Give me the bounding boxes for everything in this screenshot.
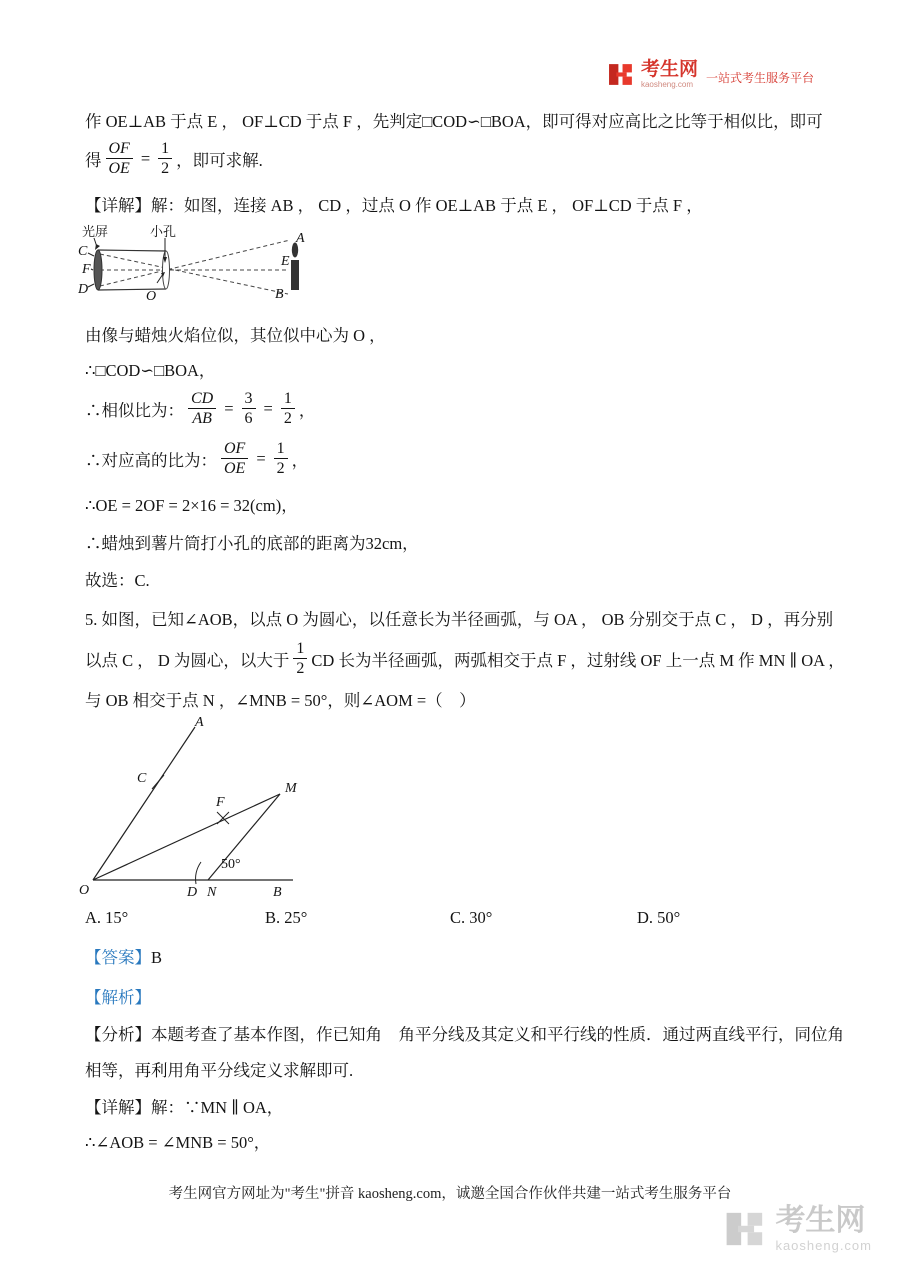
solution4-line9: ∴蜡烛到薯片筒打小孔的底部的距离为32cm， xyxy=(85,534,419,553)
solution4-line5: ∴□COD∽□BOA， xyxy=(85,361,216,380)
question5-line1: 5. 如图，已知∠AOB，以点 O 为圆心，以任意长为半径画弧，与 OA ， OB 分别交于点 C ， D ，再分别 xyxy=(85,610,834,629)
text-run: ， xyxy=(291,450,309,470)
solution4-line4: 由像与蜡烛火焰位似，其位似中心为 O ， xyxy=(85,326,386,345)
solution4-line10: 故选：C. xyxy=(85,571,150,590)
detail-line2: ∴∠AOB = ∠MNB = 50°， xyxy=(85,1133,271,1152)
analysis-line2: 相等，再利用角平分线定义求解即可. xyxy=(85,1061,354,1080)
angle-construction-diagram xyxy=(73,712,403,907)
equals-sign: = xyxy=(263,398,273,418)
analysis-label: 【解析】 xyxy=(85,988,151,1007)
footer-text: 考生网官方网址为"考生"拼音 kaosheng.com，诚邀全国合作伙伴共建一站式考生服务平台 xyxy=(168,1186,732,1202)
pinhole-camera-diagram xyxy=(78,224,328,318)
light-screen xyxy=(94,250,102,290)
fraction-cd-ab: $\frac{CD}{AB}$ xyxy=(188,390,216,428)
point-M-label: M xyxy=(285,781,297,796)
option-C: C. 30° xyxy=(450,908,493,927)
text-run: 得 xyxy=(85,150,102,170)
point-E-label: E xyxy=(281,254,290,269)
equals-sign: = xyxy=(140,148,151,168)
point-A-label: A xyxy=(296,231,305,246)
point-C-label: C xyxy=(78,244,88,259)
solution4-line1: 作 OE⊥AB 于点 E ， OF⊥CD 于点 F ，先判定□COD∽□BOA，即可得对应高比之比等于相似比，即可 xyxy=(85,112,823,131)
point-A-label: A xyxy=(195,715,204,730)
label-light-screen: 光屏 xyxy=(82,224,109,239)
point-N-label: N xyxy=(207,885,217,900)
equals-sign: = xyxy=(256,448,266,468)
option-B: B. 25° xyxy=(265,908,308,927)
analysis-line1: 【分析】本题考查了基本作图，作已知角 角平分线及其定义和平行线的性质．通过两直线平行，同位角 xyxy=(85,1025,844,1044)
fraction-1-2: $\frac{1}{2}$ xyxy=(281,390,295,428)
fraction-1-2: $\frac{1}{2}$ xyxy=(274,440,288,478)
point-F-label: F xyxy=(82,262,91,277)
fraction-1-2: $\frac{1}{2}$ xyxy=(293,640,307,678)
answer-label: 【答案】 xyxy=(85,948,151,967)
text-run: 以点 C ， D 为圆心，以大于 xyxy=(85,650,290,670)
point-B-label: B xyxy=(275,287,284,302)
answer-value: B xyxy=(151,948,163,967)
point-D-label: D xyxy=(78,282,89,297)
text-run: ，即可求解. xyxy=(176,150,263,170)
equals-sign: = xyxy=(224,398,234,418)
angle-50-label: 50° xyxy=(221,857,241,872)
fraction-of-oe: $\frac{OF}{OE}$ xyxy=(106,140,133,178)
point-F-label: F xyxy=(216,795,225,810)
fraction-3-6: $\frac{3}{6}$ xyxy=(242,390,256,428)
question5-line2 xyxy=(85,640,845,678)
text-run: ， xyxy=(298,400,316,420)
text-run: ∴对应高的比为： xyxy=(85,450,217,470)
watermark-logo xyxy=(725,1206,872,1252)
question5-line3: 与 OB 相交于点 N ，∠MNB = 50°，则∠AOM =（ ） xyxy=(85,691,476,710)
option-D: D. 50° xyxy=(637,908,681,927)
solution4-line7 xyxy=(85,440,308,478)
detail-line1: 【详解】解：∵MN ∥ OA， xyxy=(85,1098,284,1117)
site-logo xyxy=(608,60,814,89)
point-C-label: C xyxy=(137,771,147,786)
point-O-label: O xyxy=(146,289,157,304)
logo-domain-text: kaosheng.com xyxy=(640,80,693,89)
label-pinhole: 小孔 xyxy=(150,224,177,239)
kaosheng-watermark-icon xyxy=(725,1208,767,1250)
logo-brand-text: 考生网 xyxy=(640,59,698,80)
solution4-line3: 【详解】解：如图，连接 AB ， CD ，过点 O 作 OE⊥AB 于点 E ， OF⊥CD 于点 F ， xyxy=(85,196,703,215)
watermark-brand-text: 考生网 xyxy=(775,1204,866,1237)
answer-line xyxy=(85,944,162,968)
point-B-label: B xyxy=(273,885,282,900)
point-O-label: O xyxy=(79,883,90,898)
fraction-of-oe: $\frac{OF}{OE}$ xyxy=(221,440,248,478)
logo-tagline: 一站式考生服务平台 xyxy=(705,71,814,85)
solution4-line8: ∴OE = 2OF = 2×16 = 32(cm)， xyxy=(85,496,298,515)
solution4-line6 xyxy=(85,390,315,428)
pinhole-end xyxy=(163,251,170,289)
point-D-label: D xyxy=(187,885,198,900)
text-run: ∴相似比为： xyxy=(85,400,184,420)
solution4-line2 xyxy=(85,140,263,178)
option-A: A. 15° xyxy=(85,908,129,927)
candle-body xyxy=(291,260,299,290)
kaosheng-logo-icon xyxy=(608,61,635,88)
fraction-1-2: $\frac{1}{2}$ xyxy=(158,140,172,178)
text-run: CD 长为半径画弧，两弧相交于点 F ，过射线 OF 上一点 M 作 MN ∥ OA ， xyxy=(311,650,845,670)
watermark-domain-text: kaosheng.com xyxy=(775,1238,872,1253)
